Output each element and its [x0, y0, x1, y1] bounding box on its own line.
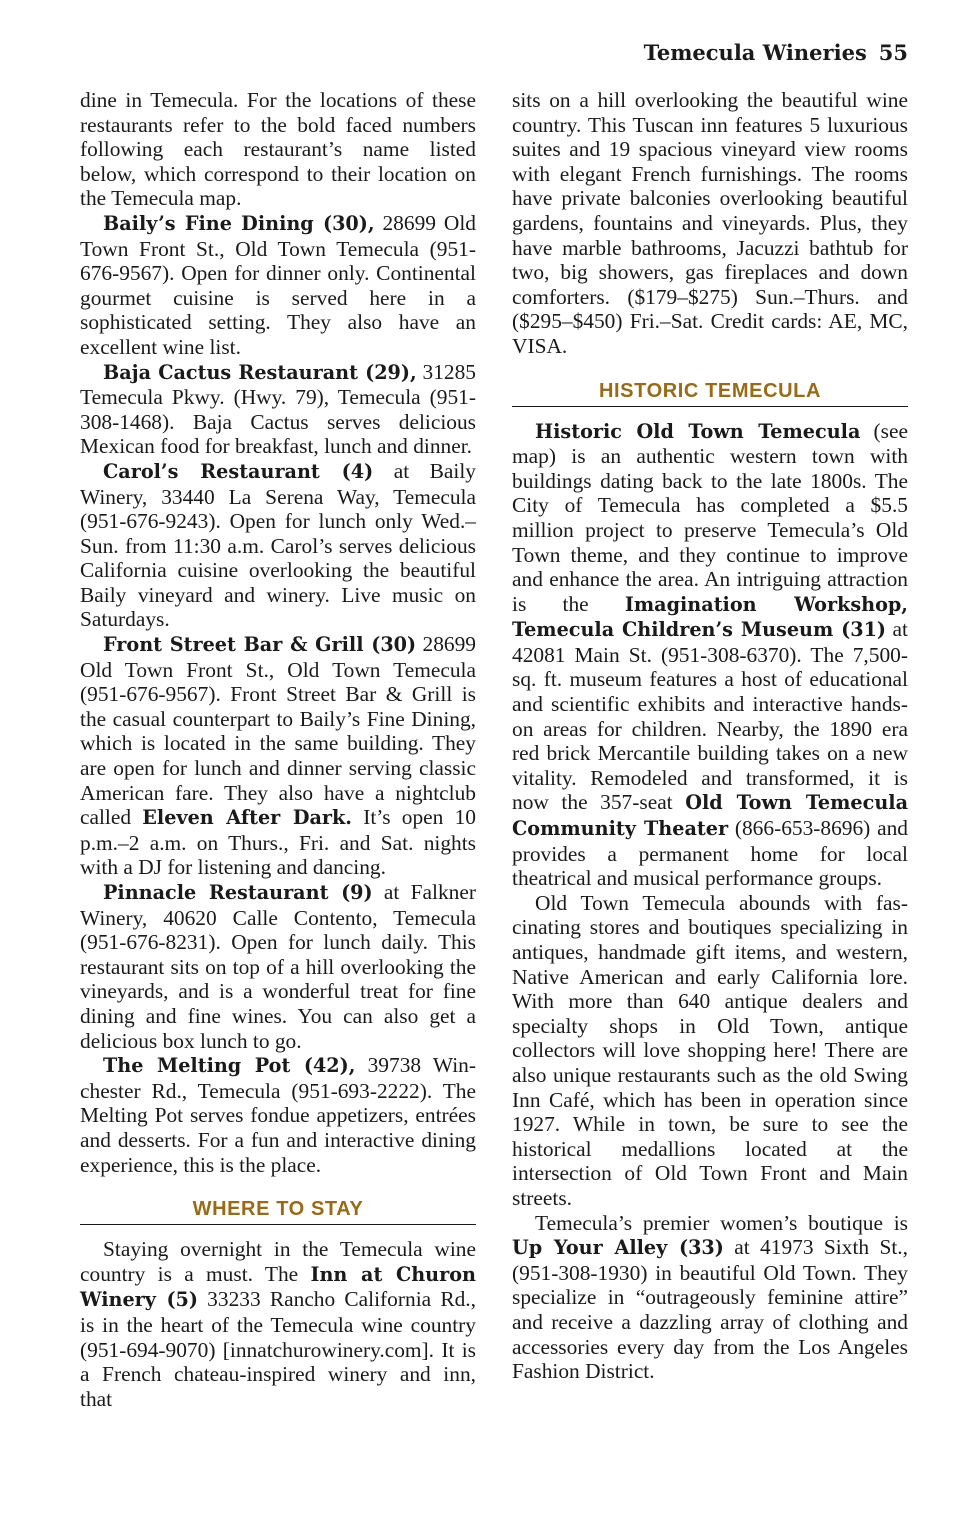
- inn-name: Inn at Churon Winery (5): [80, 1262, 476, 1312]
- restaurant-description: 28699 Old Town Front St., Old Town Temecula (951-676-9567). Open for dinner only. Continental gourmet cuisine is served here in a sophisticated setting. They also have an excellent wine list.: [80, 210, 476, 359]
- old-town-shops-paragraph: Old Town Temecula abounds with fascinating stores and boutiques specializing in antiques, handmade gift items, and western, Native American and early California lore. With more than 640 antique dealers and specialty shops in Old Town, antique collectors will love shopping here! There are also unique restaurants such as the old Swing Inn Café, which has been in operation since 1927. While in town, be sure to see the historical medallions located at the intersection of Old Town Front and Main streets.: [512, 890, 908, 1210]
- restaurant-name: Carol’s Restaurant (4): [103, 459, 374, 483]
- historic-text: (see map) is an authentic western town with buildings dating back to the late 1800s. The City of Temecula has completed a $5.5 million project to preserve Temecula’s Old Town theme, and they continue to improve and enhance the area. An intriguing attraction is the: [512, 418, 908, 616]
- restaurant-description: 31285 Temecula Pkwy. (Hwy. 79), Temecula (951-308-1468). Baja Cactus serves delicious Mexican food for breakfast, lunch and dinner.: [80, 359, 476, 459]
- restaurant-description: at Falkner Winery, 40620 Calle Contento, Temecula (951-676-8231). Open for lunch daily. This restaurant sits on top of a hill overlooking the vineyards, and is a wonderful treat for fine dining and fine wines. You can also get a delicious box lunch to go.: [80, 880, 476, 1053]
- running-head: [644, 40, 908, 65]
- restaurant-description: at Baily Winery, 33440 La Serena Way, Temecula (951-676-9243). Open for lunch only Wed.–Sun. from 11:30 a.m. Carol’s serves delicious California cuisine overlooking the beautiful Baily vineyard and winery. Live music on Saturdays.: [80, 458, 476, 632]
- intro-paragraph: dine in Temecula. For the locations of these restaurants refer to the bold faced numbers following each restaurant’s name listed below, which correspond to their location on the Temecula map.: [80, 88, 476, 211]
- restaurant-entry-baja-cactus: [80, 360, 476, 459]
- stay-paragraph: [80, 1237, 476, 1411]
- restaurant-description: 28699 Old Town Front St., Old Town Temecula (951-676-9567). Front Street Bar & Grill is the casual counterpart to Baily’s Fine Dining, which is located in the same building. They are open for lunch and dinner serving classic American fare. They also have a nightclub called: [80, 632, 476, 830]
- restaurant-name: The Melting Pot (42),: [103, 1054, 356, 1078]
- right-column: [512, 88, 908, 1384]
- historic-text-end: (866-653-8696) and provides a permanent home for local theatrical and musical performance groups.: [512, 816, 908, 891]
- restaurant-name: Pinnacle Restaurant (9): [103, 881, 373, 904]
- restaurant-entry-carols: [80, 459, 476, 632]
- boutique-text-cont: at 41973 Sixth St., (951-308-1930) in beautiful Old Town. They specialize in “outrageously feminine attire” and receive a dazzling array of clothing and accessories every day from the Los Angeles Fashion District.: [512, 1235, 908, 1384]
- boutique-name: Up Your Alley (33): [512, 1236, 724, 1260]
- page-number: 55: [878, 40, 908, 65]
- old-town-name: Historic Old Town Temecula: [535, 419, 861, 443]
- theater-name: Old Town Temecula Community Theater: [512, 791, 908, 841]
- boutique-text: Temecula’s premier women’s boutique is: [535, 1210, 908, 1235]
- section-heading-where-to-stay: WHERE TO STAY: [80, 1197, 476, 1225]
- historic-text-cont: at 42081 Main St. (951-308-6370). The 7,500-sq. ft. museum features a host of educational and scientific exhibits and interactive hands-on areas for children. Nearby, the 1890 era red brick Mercantile building takes on a new vitality. Remodeled and transformed, it is now the 357-seat: [512, 617, 908, 815]
- restaurant-description: 39738 Winchester Rd., Temecula (951-693-2222). The Melting Pot serves fondue appetizers, entrées and desserts. For a fun and interactive dining experience, this is the place.: [80, 1053, 476, 1177]
- restaurant-entry-bailys: [80, 211, 476, 360]
- section-heading-historic-temecula: HISTORIC TEMECULA: [512, 379, 908, 407]
- inn-continuation-paragraph: sits on a hill overlooking the beautiful wine country. This Tuscan inn features 5 luxurious suites and 19 spacious vineyard view rooms with elegant French furnishings. The rooms have private balconies overlooking beautiful gardens, fountains and vineyards. Plus, they have marble bathrooms, Jacuzzi bathtub for two, big showers, gas fireplaces and down comforters. ($179–$275) Sun.–Thurs. and ($295–$450) Fri.–Sat. Credit cards: AE, MC, VISA.: [512, 88, 908, 358]
- museum-name: Imagination Workshop, Temecula Children’s Museum (31): [512, 592, 908, 642]
- stay-text-cont: 33233 Rancho California Rd., is in the heart of the Temecula wine country (951-694-9070) [innatchurowinery.com]. It is a French chateau-inspired winery and inn, that: [80, 1287, 476, 1411]
- restaurant-entry-front-street: [80, 632, 476, 880]
- restaurant-entry-melting-pot: [80, 1053, 476, 1177]
- restaurant-name: Front Street Bar & Grill (30): [103, 633, 417, 657]
- boutique-paragraph: [512, 1211, 908, 1384]
- restaurant-entry-pinnacle: [80, 880, 476, 1053]
- left-column: [80, 88, 476, 1411]
- restaurant-name: Baja Cactus Restaurant (29),: [103, 360, 417, 384]
- restaurant-description-cont: It’s open 10 p.m.–2 a.m. on Thurs., Fri. and Sat. nights with a DJ for listening and dancing.: [80, 805, 476, 880]
- restaurant-name: Baily’s Fine Dining (30),: [103, 211, 375, 235]
- stay-text: Staying overnight in the Temecula wine country is a must. The: [80, 1237, 476, 1286]
- nightclub-name: Eleven After Dark.: [142, 806, 352, 830]
- running-head-title: Temecula Wineries: [643, 40, 867, 65]
- historic-paragraph: [512, 419, 908, 891]
